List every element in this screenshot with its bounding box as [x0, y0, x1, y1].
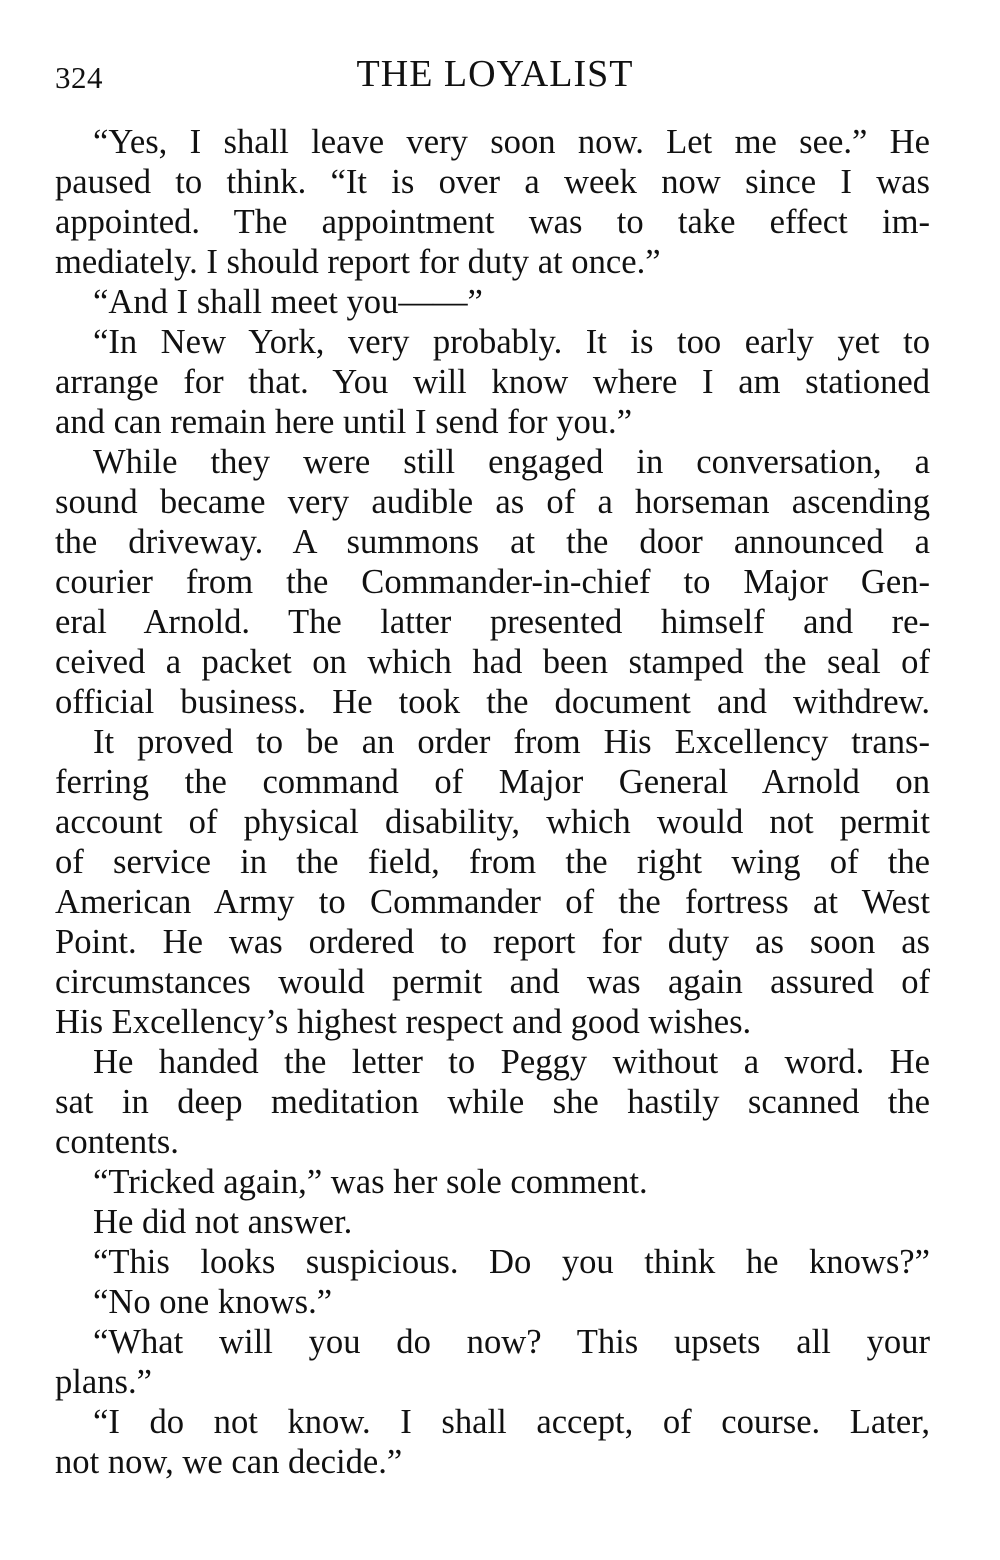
- text-line: “Tricked again,” was her sole comment.: [93, 1163, 648, 1201]
- text-line: “No one knows.”: [93, 1283, 333, 1321]
- text-line: “In New York, very probably. It is too early yet to: [93, 323, 930, 361]
- text-line: ceived a packet on which had been stamped the seal of: [55, 643, 930, 681]
- text-line: “I do not know. I shall accept, of course. Later,: [93, 1403, 930, 1441]
- text-line: “This looks suspicious. Do you think he knows?”: [93, 1243, 930, 1281]
- text-line: appointed. The appointment was to take effect im-: [55, 203, 930, 241]
- text-line: account of physical disability, which would not permit: [55, 803, 930, 841]
- text-line: His Excellency’s highest respect and good wishes.: [55, 1003, 752, 1041]
- text-line: He handed the letter to Peggy without a word. He: [93, 1043, 930, 1081]
- text-line: sound became very audible as of a horseman ascending: [55, 483, 930, 521]
- text-line: eral Arnold. The latter presented himself and re-: [55, 603, 930, 641]
- text-line: circumstances would permit and was again assured of: [55, 963, 930, 1001]
- text-line: the driveway. A summons at the door announced a: [55, 523, 930, 561]
- text-line: Point. He was ordered to report for duty as soon as: [55, 923, 930, 961]
- text-line: ferring the command of Major General Arnold on: [55, 763, 930, 801]
- text-line: “What will you do now? This upsets all your: [93, 1323, 930, 1361]
- page-header: [55, 52, 935, 102]
- page-number: 324: [55, 60, 103, 95]
- text-line: contents.: [55, 1123, 179, 1161]
- text-line: of service in the field, from the right wing of the: [55, 843, 930, 881]
- text-line: While they were still engaged in conversation, a: [93, 443, 930, 481]
- text-line: and can remain here until I send for you.”: [55, 403, 633, 441]
- text-line: American Army to Commander of the fortress at West: [55, 883, 930, 921]
- body-text: [55, 122, 930, 1482]
- running-head: THE LOYALIST: [356, 53, 634, 95]
- text-line: “And I shall meet you——”: [93, 283, 483, 321]
- text-line: plans.”: [55, 1363, 152, 1401]
- text-line: sat in deep meditation while she hastily scanned the: [55, 1083, 930, 1121]
- text-line: arrange for that. You will know where I am stationed: [55, 363, 930, 401]
- text-line: He did not answer.: [93, 1203, 353, 1241]
- text-line: courier from the Commander-in-chief to Major Gen-: [55, 563, 930, 601]
- text-line: “Yes, I shall leave very soon now. Let me see.” He: [93, 123, 930, 161]
- text-line: It proved to be an order from His Excellency trans-: [93, 723, 930, 761]
- text-line: paused to think. “It is over a week now since I was: [55, 163, 930, 201]
- text-line: not now, we can decide.”: [55, 1443, 403, 1481]
- text-line: mediately. I should report for duty at once.”: [55, 243, 661, 281]
- text-line: official business. He took the document and withdrew.: [55, 683, 930, 721]
